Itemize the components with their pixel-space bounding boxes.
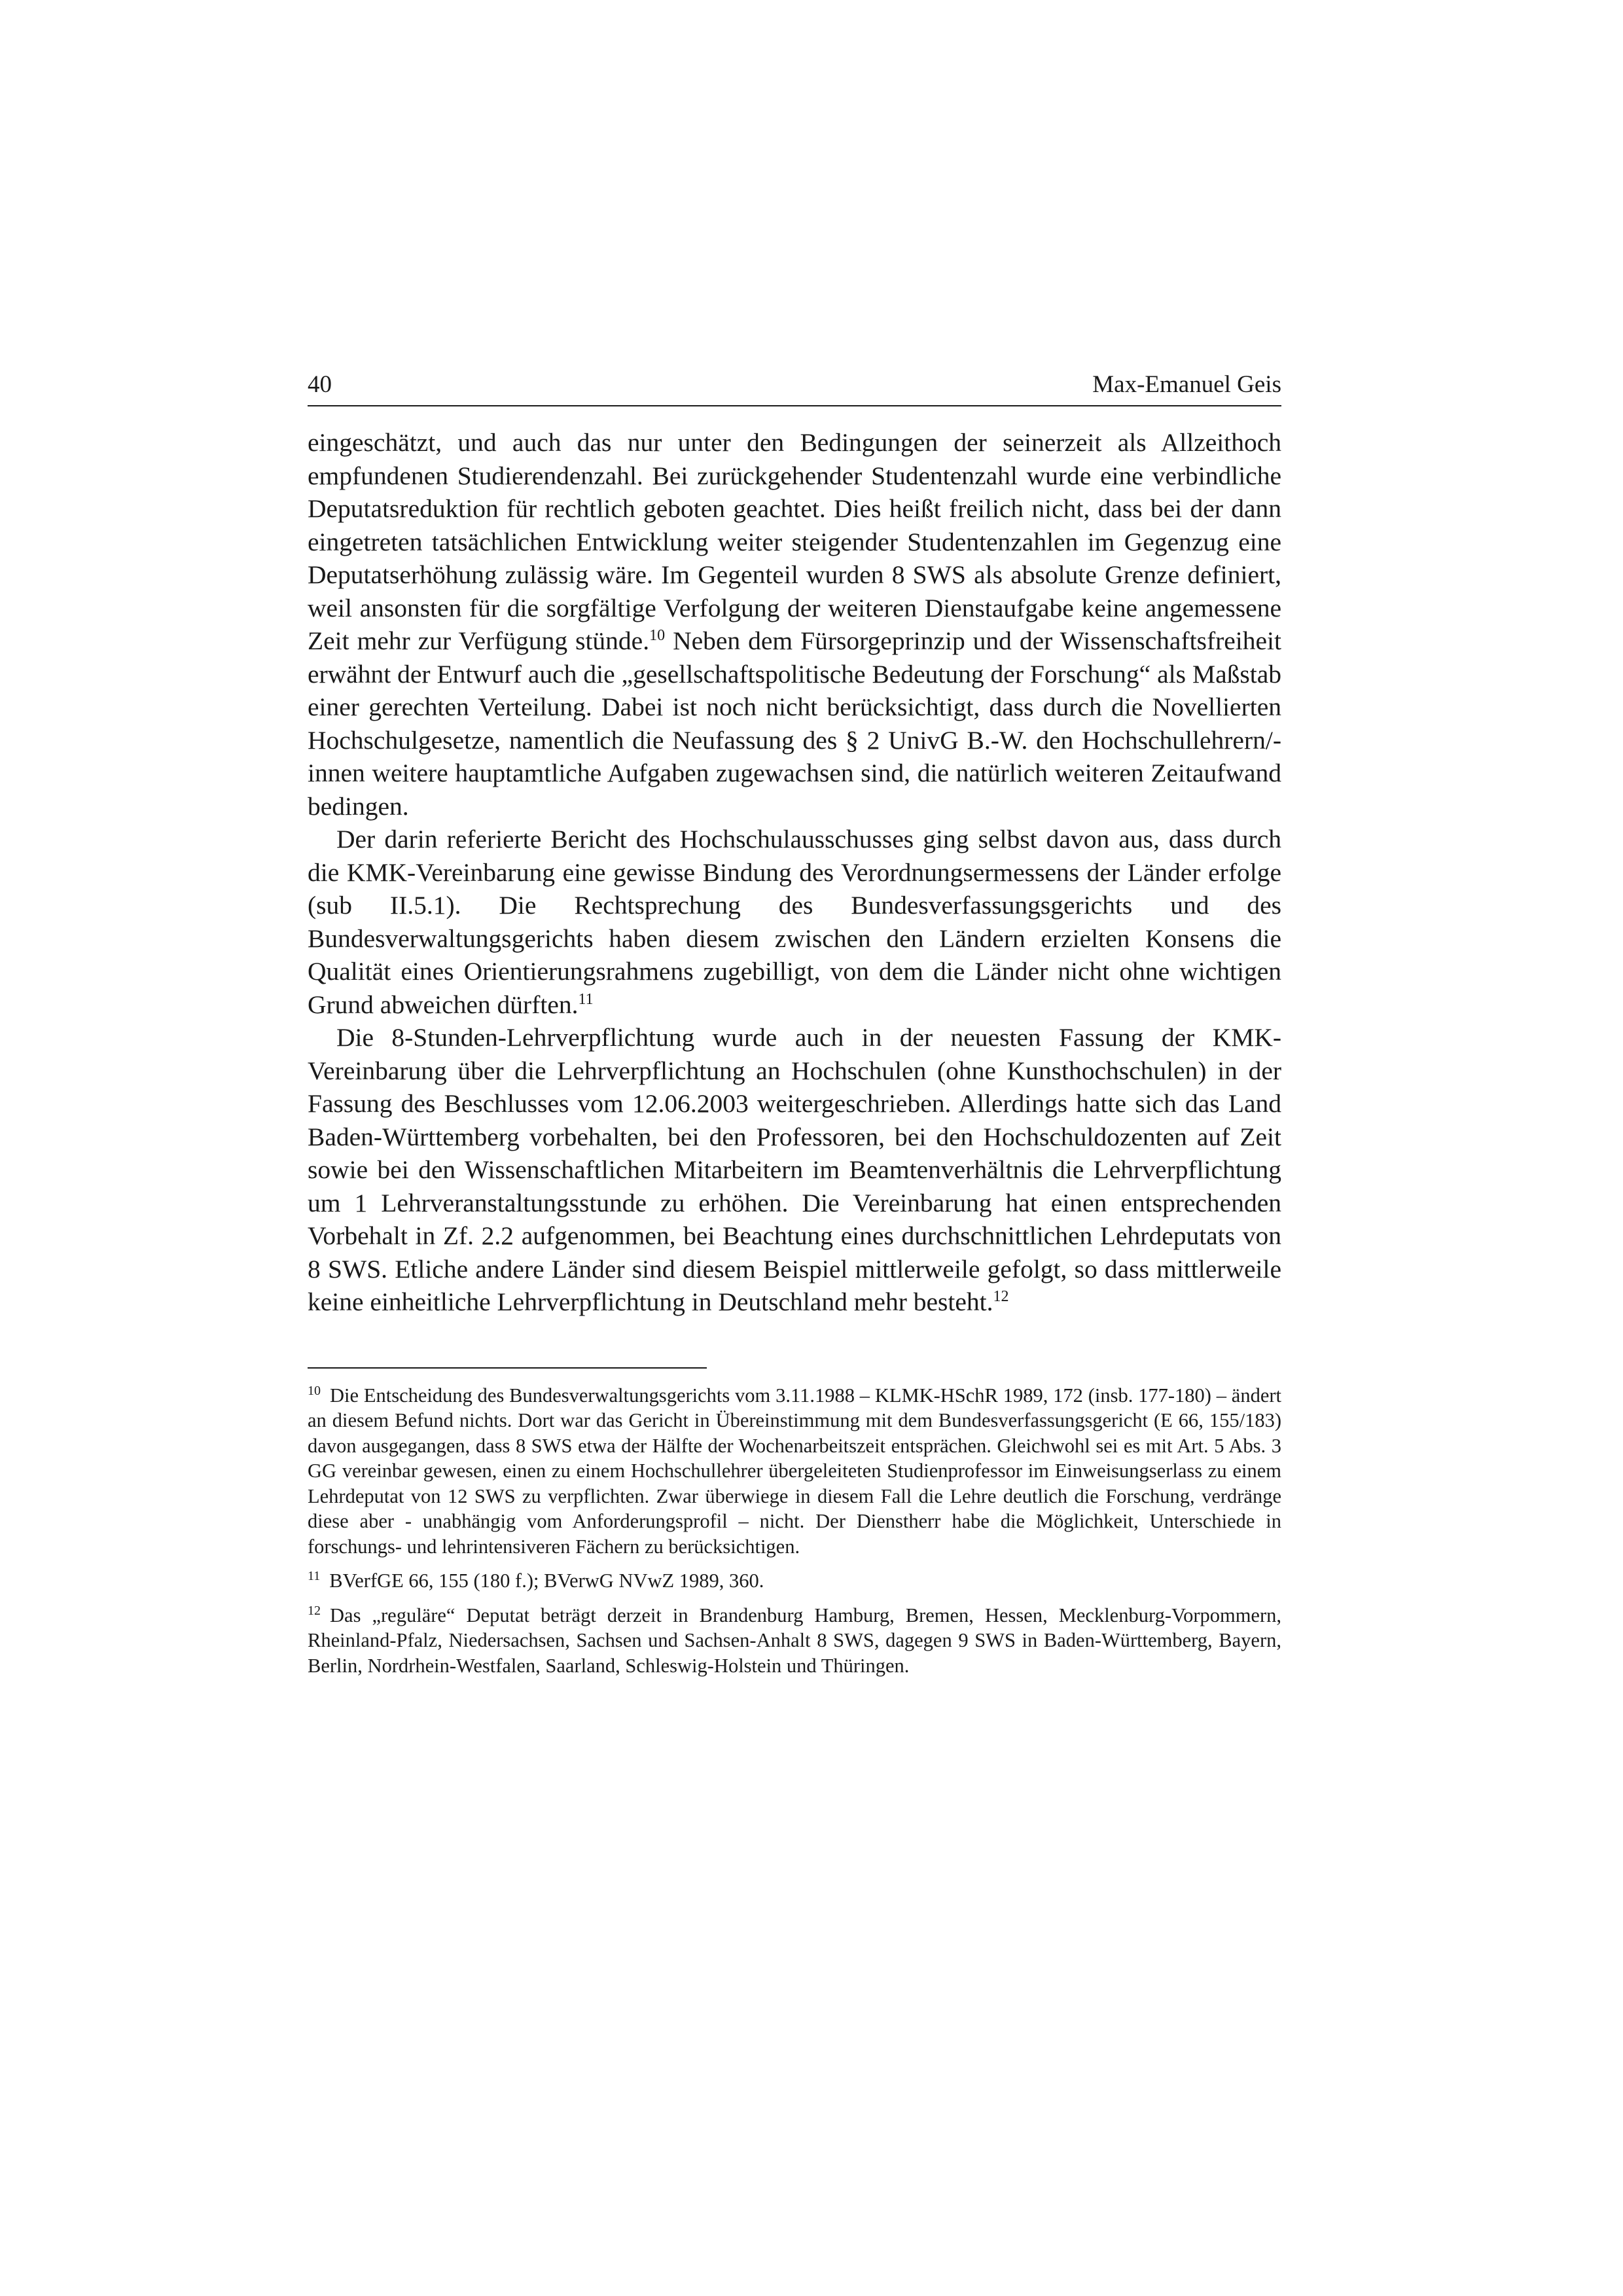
footnote-12 [308,1603,1281,1679]
author-name: Max-Emanuel Geis [1092,371,1281,398]
footnote-text: Das „reguläre“ Deputat beträgt derzeit in Brandenburg Hamburg, Bremen, Hessen, Mecklenburg-Vorpommern, Rheinland-Pfalz, Niedersachsen, Sachsen und Sachsen-Anhalt 8 SWS, dagegen 9 SWS in Baden-Württemberg, Bayern, Berlin, Nordrhein-Westfalen, Saarland, Schleswig-Holstein und Thüringen. [308,1604,1281,1677]
paragraph-1-text-a: eingeschätzt, und auch das nur unter den Bedingungen der seinerzeit als Allzeithoch empfundenen Studierendenzahl. Bei zurückgehender Studentenzahl wurde eine verbindliche Deputatsreduktion für rechtlich geboten geachtet. Dies heißt freilich nicht, dass bei der dann eingetreten tatsächlichen Entwicklung weiter steigender Studentenzahlen im Gegenzug eine Deputatserhöhung zulässig wäre. Im Gegenteil wurden 8 SWS als absolute Grenze definiert, weil ansonsten für die sorgfältige Verfolgung der weiteren Dienstaufgabe keine angemessene Zeit mehr zur Verfügung stünde. [308,428,1281,655]
footnote-reference-12: 12 [993,1288,1009,1305]
paragraph-2-text: Der darin referierte Bericht des Hochschulausschusses ging selbst davon aus, dass durch die KMK-Vereinbarung eine gewisse Bindung des Verordnungsermessens der Länder erfolge (sub II.5.1). Die Rechtsprechung des Bundesverfassungsgerichts und des Bundesverwaltungsgerichts haben diesem zwischen den Ländern erzielten Konsens die Qualität eines Orientierungsrahmens zugebilligt, von dem die Länder nicht ohne wichtigen Grund abweichen dürften. [308,825,1281,1019]
running-header [308,370,1281,406]
footnotes [308,1383,1281,1679]
footnote-number: 11 [308,1569,321,1583]
footnote-separator [308,1367,707,1369]
paragraph-1-text-b: Neben dem Fürsorgeprinzip und der Wissenschaftsfreiheit erwähnt der Entwurf auch die „gesellschaftspolitische Bedeutung der Forschung“ als Maßstab einer gerechten Verteilung. Dabei ist noch nicht berücksichtigt, dass durch die Novellierten Hochschulgesetze, namentlich die Neufassung des § 2 UnivG B.-W. den Hochschullehrern/-innen weitere hauptamtliche Aufgaben zugewachsen sind, die natürlich weiteren Zeitaufwand bedingen. [308,626,1282,821]
footnote-text: Die Entscheidung des Bundesverwaltungsgerichts vom 3.11.1988 – KLMK-HSchR 1989, 172 (insb. 177-180) – ändert an diesem Befund nichts. Dort war das Gericht in Übereinstimmung mit dem Bundesverfassungsgericht (E 66, 155/183) davon ausgegangen, dass 8 SWS etwa der Hälfte der Wochenarbeitszeit entsprächen. Gleichwohl sei es mit Art. 5 Abs. 3 GG vereinbar gewesen, einen zu einem Hochschullehrer übergeleiteten Studienprofessor im Einweisungserlass zu einem Lehrdeputat von 12 SWS zu verpflichten. Zwar überwiege in diesem Fall die Lehre deutlich die Forschung, verdränge diese aber - unabhängig vom Anforderungsprofil – nicht. Der Dienstherr habe die Möglichkeit, Unterschiede in forschungs- und lehrintensiveren Fächern zu berücksichtigen. [308,1384,1281,1558]
footnote-number: 10 [308,1383,321,1398]
footnote-11 [308,1568,1281,1594]
footnote-reference-10: 10 [649,627,666,644]
paragraph-2 [308,823,1281,1021]
paragraph-3-text: Die 8-Stunden-Lehrverpflichtung wurde auch in der neuesten Fassung der KMK-Vereinbarung über die Lehrverpflichtung an Hochschulen (ohne Kunsthochschulen) in der Fassung des Beschlusses vom 12.06.2003 weitergeschrieben. Allerdings hatte sich das Land Baden-Württemberg vorbehalten, bei den Professoren, bei den Hochschuldozenten auf Zeit sowie bei den Wissenschaftlichen Mitarbeitern im Beamtenverhältnis die Lehrverpflichtung um 1 Lehrveranstaltungsstunde zu erhöhen. Die Vereinbarung hat einen entsprechenden Vorbehalt in Zf. 2.2 aufgenommen, bei Beachtung eines durchschnittlichen Lehrdeputats von 8 SWS. Etliche andere Länder sind diesem Beispiel mittlerweile gefolgt, so dass mittlerweile keine einheitliche Lehrverpflichtung in Deutschland mehr besteht. [308,1023,1281,1316]
footnote-text: BVerfGE 66, 155 (180 f.); BVerwG NVwZ 1989, 360. [329,1570,764,1592]
page-number: 40 [308,371,332,398]
paragraph-1 [308,426,1281,823]
paragraph-3 [308,1021,1281,1319]
footnote-reference-11: 11 [578,990,594,1008]
footnote-10 [308,1383,1281,1560]
document-page [308,370,1281,1687]
body-text [308,426,1281,1319]
footnote-number: 12 [308,1603,321,1618]
